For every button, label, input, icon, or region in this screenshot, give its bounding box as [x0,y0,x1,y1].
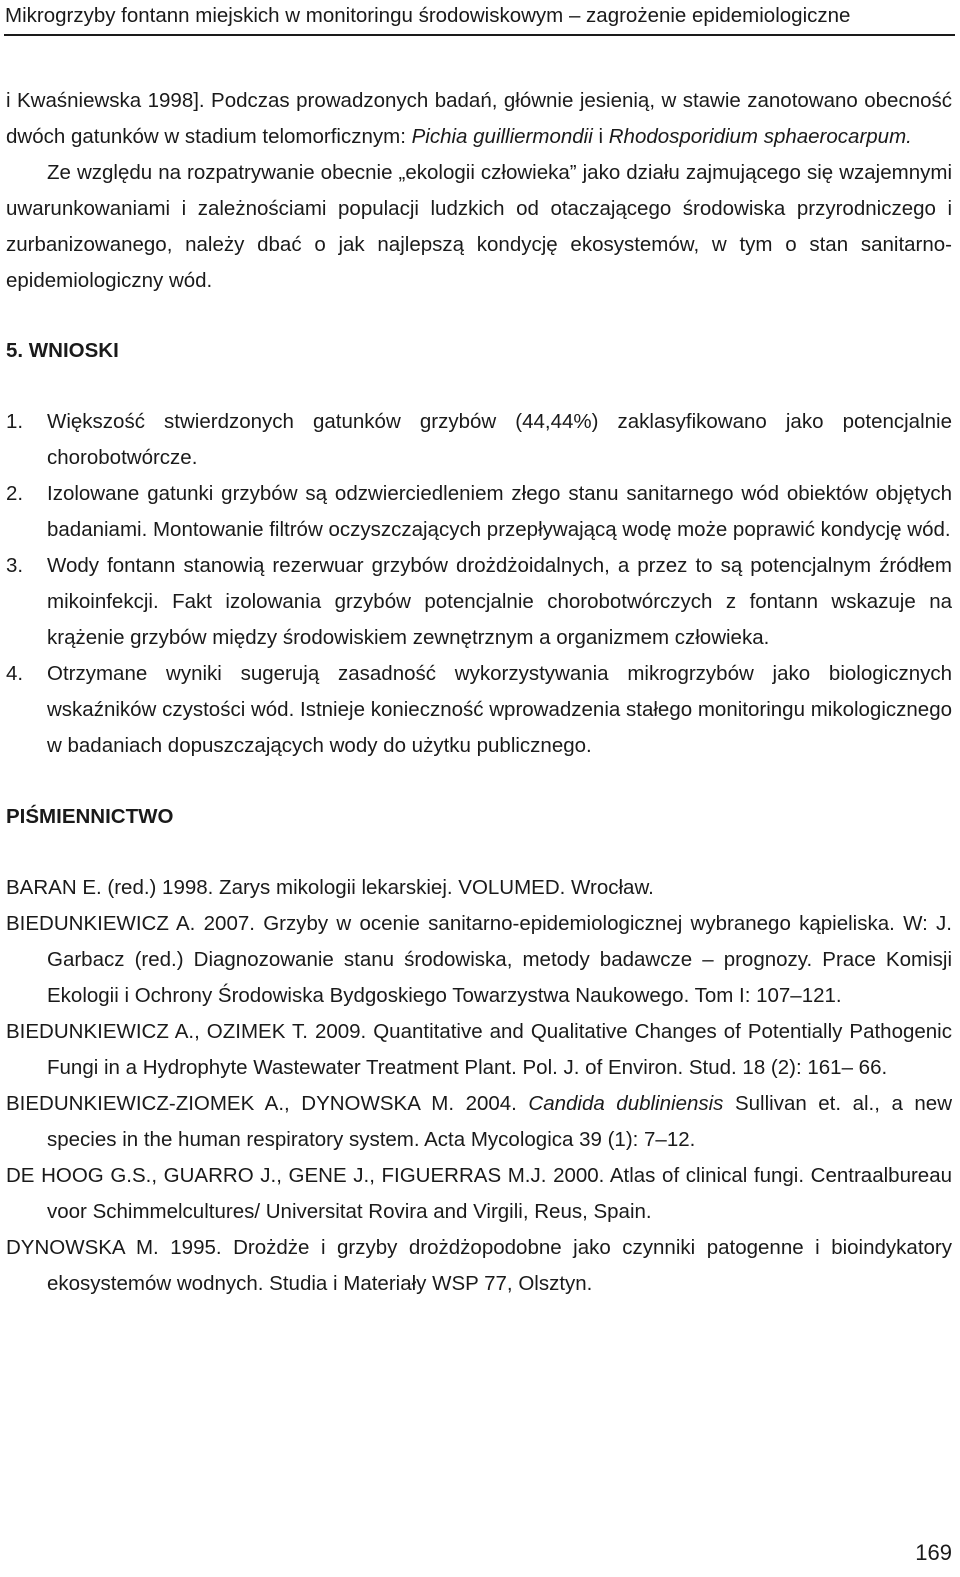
paragraph-human-ecology: Ze względu na rozpatrywanie obecnie „ekologii człowieka” jako działu zajmującego się wzajemnymi uwarunkowaniami i zależnościami populacji ludzkich od otaczającego środowiska przyrodniczego i zurbanizowanego, należy dbać o jak najlepszą kondycję ekosystemów, w tym o stan sanitarno-epidemiologiczny wód. [6,161,952,292]
reference-text: Sullivan et. al., a new species in the human respiratory system. Acta Mycologica 39 (1): 7–12. [47,1092,953,1151]
reference-text: BIEDUNKIEWICZ-ZIOMEK A., DYNOWSKA M. 2004. [6,1092,529,1115]
item-text: Otrzymane wyniki sugerują zasadność wykorzystywania mikrogrzybów jako biologicznych wskaźników czystości wód. Istnieje konieczność wprowadzenia stałego monitoringu mikologicznego w badaniach dopuszczających wody do użytku publicznego. [47,662,952,757]
page-body [6,83,952,1302]
conclusions-list [6,404,952,764]
header-divider [4,34,955,36]
species-name: Pichia guilliermondii [411,125,593,148]
running-header: Mikrogrzyby fontann miejskich w monitoringu środowiskowym – zagrożenie epidemiologiczne [5,4,851,27]
page-number: 169 [915,1540,952,1565]
reference-entry: DYNOWSKA M. 1995. Drożdże i grzyby drożdżopodobne jako czynniki patogenne i bioindykatory ekosystemów wodnych. Studia i Materiały WSP 77, Olsztyn. [6,1236,952,1295]
reference-entry [6,1086,952,1158]
conclusion-item [6,404,952,476]
section-heading-conclusions: 5. WNIOSKI [6,339,119,362]
references-list [6,870,952,1302]
item-number: 2. [6,482,24,505]
section-heading-references: PIŚMIENNICTWO [6,805,174,828]
item-number: 1. [6,410,24,433]
reference-entry: BIEDUNKIEWICZ A. 2007. Grzyby w ocenie sanitarno-epidemiologicznej wybranego kąpieliska. W: J. Garbacz (red.) Diagnozowanie stanu środowiska, metody badawcze – prognozy. Prace Komisji Ekologii i Ochrony Środowiska Bydgoskiego Towarzystwa Naukowego. Tom I: 107–121. [6,912,952,1007]
item-text: Izolowane gatunki grzybów są odzwierciedleniem złego stanu sanitarnego wód obiektów objętych badaniami. Montowanie filtrów oczyszczających przepływającą wodę może poprawić kondycję wód. [47,482,952,541]
conclusion-item [6,476,952,548]
paragraph-text: i Kwaśniewska 1998]. Podczas prowadzonych badań, głównie jesienią, w stawie zanotowano obecność dwóch gatunków w stadium telomorficznym: [6,89,952,148]
reference-entry: BARAN E. (red.) 1998. Zarys mikologii lekarskiej. VOLUMED. Wrocław. [6,876,654,899]
species-name: Rhodosporidium sphaerocarpum. [608,125,912,148]
reference-entry: BIEDUNKIEWICZ A., OZIMEK T. 2009. Quantitative and Qualitative Changes of Potentially Pathogenic Fungi in a Hydrophyte Wastewater Treatment Plant. Pol. J. of Environ. Stud. 18 (2): 161– 66. [6,1020,952,1079]
paragraph-continuation [6,83,952,155]
species-name: Candida dubliniensis [528,1092,724,1115]
conclusion-item [6,656,952,764]
item-text: Większość stwierdzonych gatunków grzybów (44,44%) zaklasyfikowano jako potencjalnie chorobotwórcze. [47,410,952,469]
conjunction: i [592,125,609,148]
conclusion-item [6,548,952,656]
item-number: 3. [6,554,24,577]
item-text: Wody fontann stanowią rezerwuar grzybów drożdżoidalnych, a przez to są potencjalnym źródłem mikoinfekcji. Fakt izolowania grzybów potencjalnie chorobotwórczych z fontann wskazuje na krążenie grzybów między środowiskiem zewnętrznym a organizmem człowieka. [47,554,952,649]
item-number: 4. [6,662,24,685]
reference-entry: DE HOOG G.S., GUARRO J., GENE J., FIGUERRAS M.J. 2000. Atlas of clinical fungi. Centraalbureau voor Schimmelcultures/ Universitat Rovira and Virgili, Reus, Spain. [6,1164,952,1223]
